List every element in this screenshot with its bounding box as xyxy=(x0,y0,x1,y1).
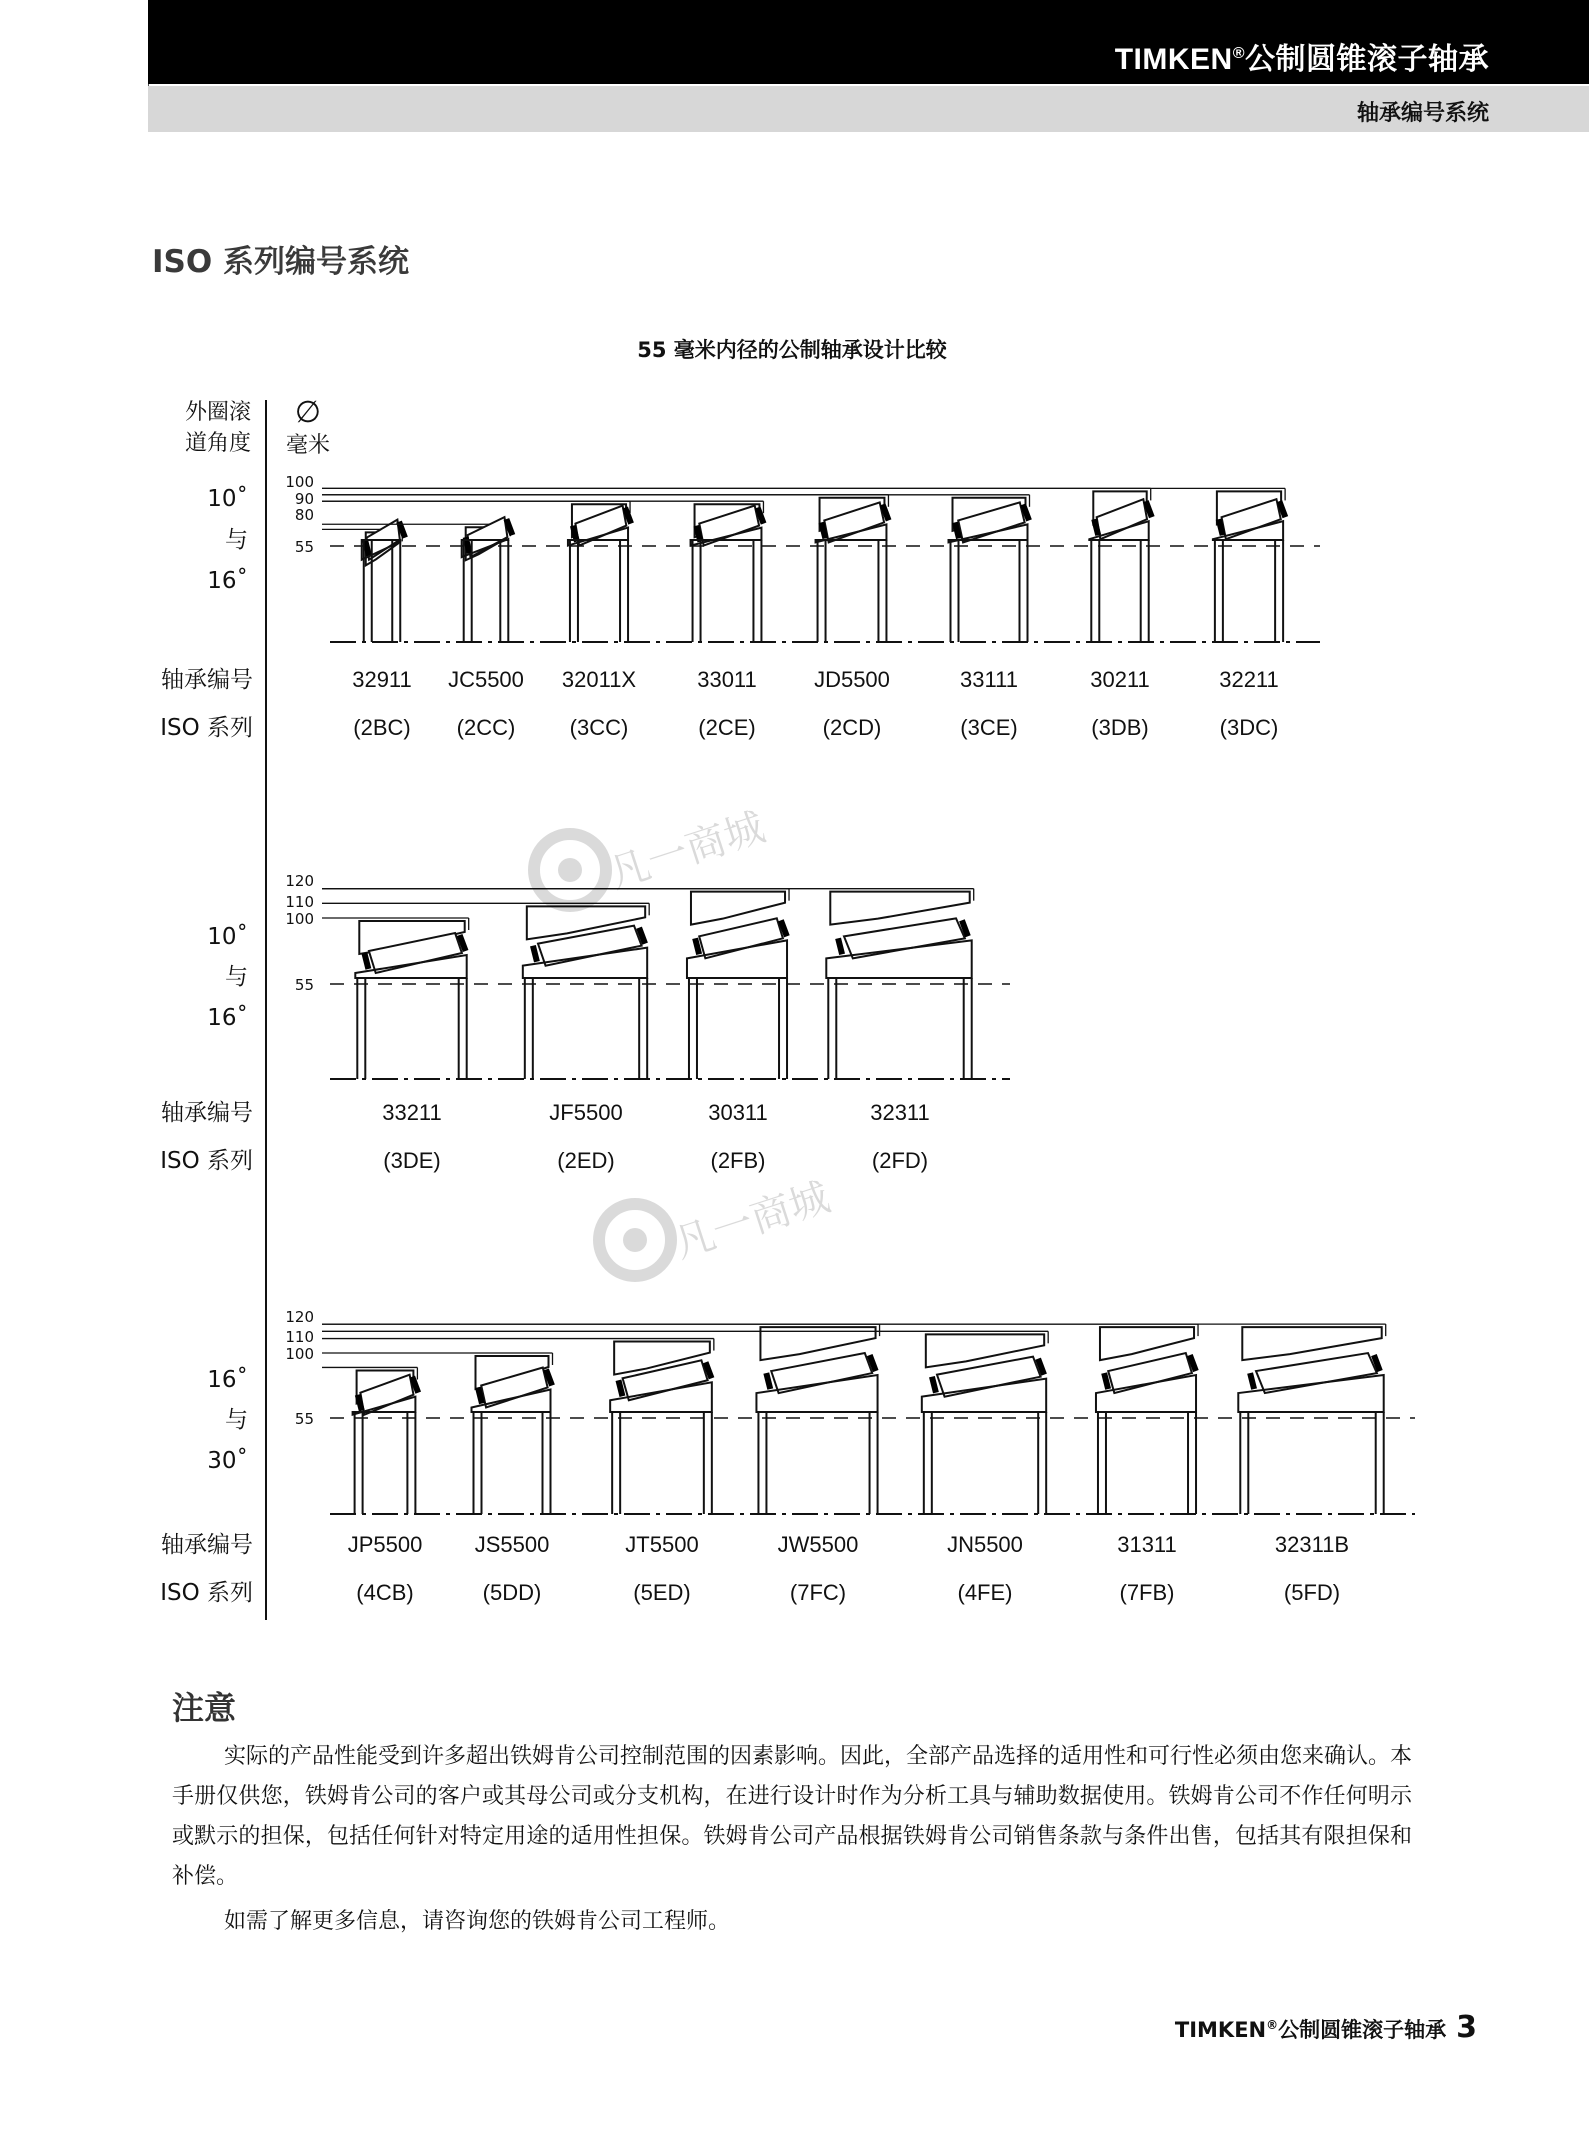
row-label-iso: ISO 系列 xyxy=(160,1580,253,1606)
note-paragraph-2: 如需了解更多信息，请咨询您的铁姆肯公司工程师。 xyxy=(224,1909,731,1934)
footer-title: 公制圆锥滚子轴承 xyxy=(1278,2018,1447,2042)
angle-range-label: 与 xyxy=(225,1407,248,1433)
header-title xyxy=(1115,34,1489,78)
angle-range-label: 10˚ xyxy=(207,486,248,512)
angle-range-label: 16˚ xyxy=(207,568,248,594)
bearing-group xyxy=(160,872,1010,1174)
bearing-section xyxy=(322,520,412,740)
cage-accent xyxy=(533,946,537,962)
bearing-comparison-diagram xyxy=(0,330,1589,1630)
bearing-part-number: JS5500 xyxy=(474,1532,550,1557)
bearing-iso-series: (2CC) xyxy=(456,715,516,740)
bearing-group xyxy=(160,1308,1415,1606)
tapered-roller xyxy=(844,918,965,958)
cage-accent xyxy=(365,540,369,556)
tapered-roller xyxy=(1097,499,1147,539)
row-label-part: 轴承编号 xyxy=(161,1532,253,1558)
bearing-section xyxy=(322,918,469,1173)
bearing-iso-series: (5DD) xyxy=(482,1580,542,1605)
bearing-part-number: 32011X xyxy=(561,667,637,692)
tapered-roller xyxy=(824,502,884,542)
bearing-section xyxy=(322,1324,1198,1605)
bearing-part-number: JF5500 xyxy=(549,1100,623,1125)
tapered-roller xyxy=(771,1353,872,1393)
cage-accent xyxy=(618,1380,622,1396)
row-label-iso: ISO 系列 xyxy=(160,1148,253,1174)
bearing-part-number: JN5500 xyxy=(947,1532,1023,1557)
cage-accent xyxy=(1219,519,1223,535)
header-registered-mark: ® xyxy=(1232,45,1245,62)
header-product: 公制圆锥滚子轴承 xyxy=(1245,43,1489,76)
angle-range-label: 10˚ xyxy=(207,924,248,950)
footer-brand: TIMKEN xyxy=(1174,2018,1267,2042)
diameter-unit: 毫米 xyxy=(285,433,331,458)
bearing-section xyxy=(322,517,524,740)
bearing-part-number: JP5500 xyxy=(347,1532,423,1557)
diameter-tick-label: 55 xyxy=(294,976,314,994)
cage-accent xyxy=(932,1377,936,1393)
bearing-part-number: 31311 xyxy=(1117,1532,1177,1557)
bearing-part-number: 30311 xyxy=(708,1100,768,1125)
bearing-iso-series: (3CE) xyxy=(960,715,1018,740)
angle-range-label: 16˚ xyxy=(207,1367,248,1393)
tapered-roller xyxy=(1108,1353,1192,1393)
bearing-iso-series: (7FB) xyxy=(1119,1580,1175,1605)
bearing-iso-series: (2CD) xyxy=(822,715,882,740)
bearing-part-number: 30211 xyxy=(1090,667,1150,692)
bearing-part-number: 32311B xyxy=(1274,1532,1350,1557)
cage-accent xyxy=(766,1373,770,1389)
bearing-iso-series: (2FB) xyxy=(710,1148,766,1173)
bearing-section xyxy=(322,1367,422,1605)
diameter-symbol: ∅ xyxy=(294,395,322,430)
svg-text:凡一商城: 凡一商城 xyxy=(668,1174,836,1268)
bearing-part-number: JW5500 xyxy=(777,1532,859,1557)
bearing-section xyxy=(322,1324,880,1605)
cage-accent xyxy=(364,953,368,969)
diameter-tick-label: 120 xyxy=(285,1308,314,1326)
note-title: 注意 xyxy=(172,1689,237,1727)
section-title: ISO 系列编号系统 xyxy=(152,244,410,280)
page-number: 3 xyxy=(1456,2010,1477,2045)
bearing-iso-series: (2FD) xyxy=(871,1148,929,1173)
tapered-roller xyxy=(699,918,783,958)
bearing-section xyxy=(322,903,649,1173)
cage-accent xyxy=(478,1388,482,1404)
bearing-part-number: JT5500 xyxy=(625,1532,699,1557)
footer xyxy=(1175,2010,1477,2045)
diameter-tick-label: 110 xyxy=(285,893,314,911)
bearing-iso-series: (4CB) xyxy=(356,1580,414,1605)
bearing-part-number: JC5500 xyxy=(448,667,524,692)
note-paragraph-1: 实际的产品性能受到许多超出铁姆肯公司控制范围的因素影响。因此，全部产品选择的适用性和可行性必须由您来确认。本手册仅供您，铁姆肯公司的客户或其母公司或分支机构，在进行设计时作为分析工具与辅助数据使用。铁姆肯公司不作任何明示或默示的担保，包括任何针对特定用途的适用性担保。铁姆肯公司产品根据铁姆肯公司销售条款与条件出售，包括其有限担保和补偿。 xyxy=(172,1744,1413,1889)
angle-header-line2: 道角度 xyxy=(184,431,252,456)
bearing-iso-series: (5FD) xyxy=(1283,1580,1341,1605)
bearing-group xyxy=(160,473,1320,741)
bearing-part-number: 32911 xyxy=(352,667,412,692)
cage-accent xyxy=(838,938,842,954)
diameter-tick-label: 100 xyxy=(285,1345,314,1363)
bearing-iso-series: (2BC) xyxy=(353,715,411,740)
header-brand: TIMKEN xyxy=(1114,43,1233,76)
bearing-iso-series: (2CE) xyxy=(698,715,756,740)
cage-accent xyxy=(821,522,825,538)
bearing-section xyxy=(322,889,789,1173)
bearing-iso-series: (2ED) xyxy=(557,1148,615,1173)
tapered-roller xyxy=(360,1375,413,1415)
row-label-part: 轴承编号 xyxy=(161,1100,253,1126)
diameter-tick-label: 80 xyxy=(294,506,314,524)
bearing-iso-series: (3CC) xyxy=(569,715,629,740)
diagram-title: 55 毫米内径的公制轴承设计比较 xyxy=(637,338,947,362)
bearing-iso-series: (4FE) xyxy=(957,1580,1013,1605)
angle-range-label: 与 xyxy=(225,527,248,553)
tapered-roller xyxy=(538,926,642,966)
bearing-part-number: 33011 xyxy=(697,667,757,692)
cage-accent xyxy=(1094,519,1098,535)
bearing-iso-series: (7FC) xyxy=(789,1580,847,1605)
diagram-groups xyxy=(160,473,1415,1606)
footer-registered-mark: ® xyxy=(1266,2018,1279,2032)
tapered-roller xyxy=(1256,1353,1377,1393)
tapered-roller xyxy=(623,1360,708,1400)
tapered-roller xyxy=(468,517,508,557)
bearing-part-number: 32211 xyxy=(1219,667,1279,692)
row-label-part: 轴承编号 xyxy=(161,667,253,693)
cage-accent xyxy=(955,522,959,538)
bearing-iso-series: (5ED) xyxy=(633,1580,691,1605)
cage-accent xyxy=(358,1395,362,1411)
bearing-part-number: JD5500 xyxy=(814,667,890,692)
angle-range-label: 16˚ xyxy=(207,1005,248,1031)
bearing-part-number: 33111 xyxy=(960,667,1018,692)
diameter-tick-label: 100 xyxy=(285,910,314,928)
diameter-tick-label: 55 xyxy=(294,538,314,556)
tapered-roller xyxy=(958,502,1024,542)
header-bar xyxy=(148,0,1589,84)
tapered-roller xyxy=(481,1368,547,1408)
bearing-part-number: 33211 xyxy=(382,1100,442,1125)
diameter-tick-label: 55 xyxy=(294,1410,314,1428)
row-label-iso: ISO 系列 xyxy=(160,715,253,741)
diameter-tick-label: 100 xyxy=(285,473,314,491)
diameter-tick-label: 120 xyxy=(285,872,314,890)
tapered-roller xyxy=(1222,499,1281,539)
cage-accent xyxy=(1104,1373,1108,1389)
angle-header-line1: 外圈滚 xyxy=(184,400,252,425)
diameter-tick-label: 90 xyxy=(294,490,314,508)
angle-range-label: 30˚ xyxy=(207,1448,248,1474)
header-subbar xyxy=(148,86,1589,132)
svg-text:凡一商城: 凡一商城 xyxy=(603,804,771,898)
bearing-part-number: 32311 xyxy=(870,1100,930,1125)
cage-accent xyxy=(1250,1373,1254,1389)
diameter-tick-label: 110 xyxy=(285,1328,314,1346)
bearing-iso-series: (3DB) xyxy=(1091,715,1149,740)
tapered-roller xyxy=(369,933,462,973)
bearing-iso-series: (3DE) xyxy=(383,1148,441,1173)
angle-range-label: 与 xyxy=(225,964,248,990)
cage-accent xyxy=(695,938,699,954)
bearing-section xyxy=(322,495,1030,740)
bearing-iso-series: (3DC) xyxy=(1219,715,1279,740)
header-subtitle: 轴承编号系统 xyxy=(1356,101,1489,126)
